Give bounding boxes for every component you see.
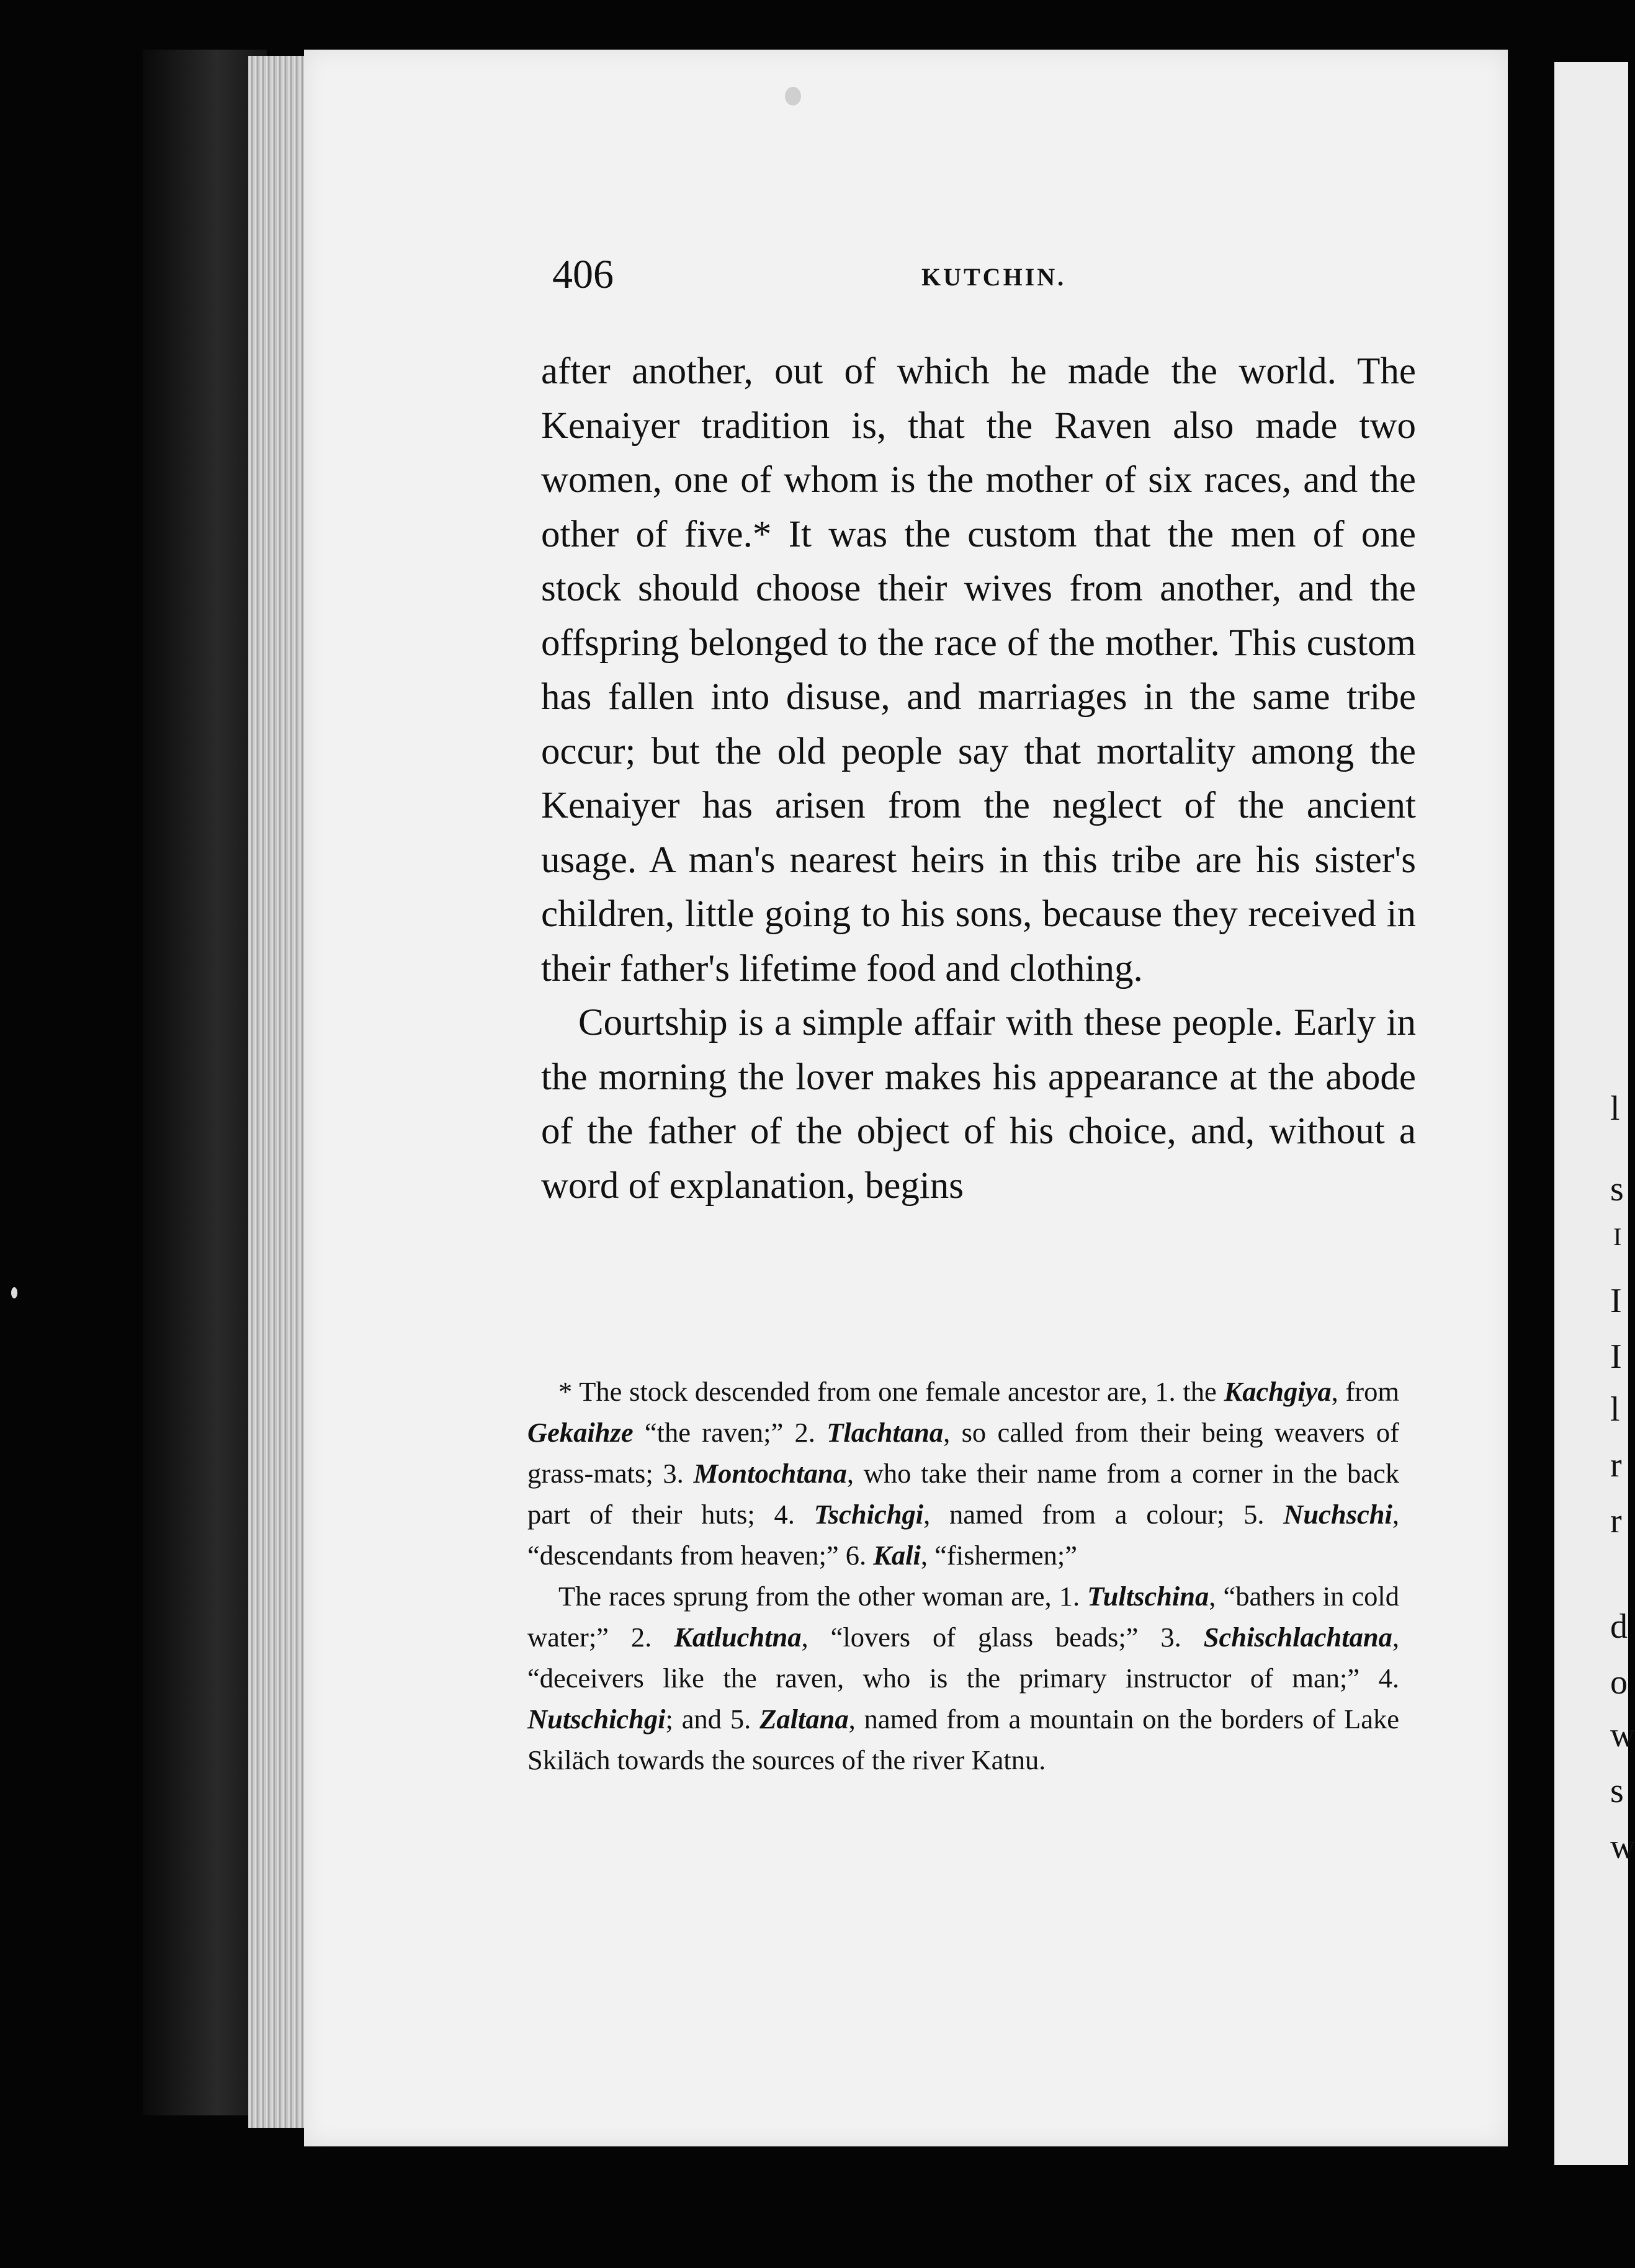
- tribe-name: Schischlachtana: [1203, 1622, 1392, 1653]
- page-header: [552, 251, 1421, 301]
- footnote-text: , who take their name from a corner in the back part of their huts; 4.: [527, 1458, 1399, 1530]
- tribe-name: Montochtana: [693, 1458, 847, 1489]
- footnote-text: “the raven;” 2.: [633, 1417, 827, 1448]
- next-page-letter: I: [1613, 1223, 1622, 1251]
- tribe-name: Nuchschi: [1283, 1499, 1392, 1530]
- footnote-text: , “descendants from heaven;” 6.: [527, 1499, 1399, 1571]
- next-page-letter: l: [1610, 1089, 1620, 1128]
- page-number: 406: [552, 252, 614, 297]
- tribe-name: Tultschina: [1087, 1581, 1209, 1612]
- next-page-letter: l: [1610, 1390, 1620, 1429]
- tribe-name: Gekaihze: [527, 1417, 634, 1448]
- footnote-text: ; and 5.: [665, 1703, 760, 1734]
- next-page-letter: w: [1610, 1828, 1635, 1866]
- footnote-text: , “bathers in cold water;” 2.: [527, 1581, 1399, 1653]
- footnote-text: , so called from their being weavers of grass-mats; 3.: [527, 1417, 1399, 1489]
- next-page-letter: w: [1610, 1716, 1635, 1754]
- next-page-letter: I: [1610, 1337, 1622, 1376]
- running-head: KUTCHIN.: [921, 263, 1067, 291]
- tribe-name: Zaltana: [759, 1703, 849, 1734]
- next-page-letter: r: [1610, 1502, 1622, 1540]
- tribe-name: Kachgiya: [1224, 1376, 1332, 1407]
- paragraph: Courtship is a simple affair with these people. Early in the morning the lover makes his appearance at the abode of the father of the object of his choice, and, without a word of explanation, begins: [541, 1002, 1416, 1207]
- next-page-letter: I: [1610, 1282, 1622, 1320]
- tribe-name: Katluchtna: [674, 1622, 802, 1653]
- footnote-text: , named from a mountain on the borders of Lake Skiläch towards the sources of the river Katnu.: [527, 1703, 1399, 1775]
- footnote-text: , “fishermen;”: [920, 1540, 1077, 1571]
- tribe-name: Tlachtana: [826, 1417, 944, 1448]
- main-text: [541, 344, 1416, 1213]
- footnote-text: , named from a colour; 5.: [923, 1499, 1284, 1530]
- next-page-letter: s: [1610, 1170, 1624, 1208]
- paragraph: after another, out of which he made the world. The Kenaiyer tradition is, that the Raven also made two women, one of whom is the mother of six races, and the other of five.* It was the custom that the men of one stock should choose their wives from another, and the offspring belonged to the race of the mother. This custom has fallen into disuse, and marriages in the same tribe occur; but the old people say that mortality among the Kenaiyer has arisen from the neglect of the ancient usage. A man's nearest heirs in this tribe are his sister's children, little going to his sons, because they received in their father's lifetime food and clothing.: [541, 350, 1416, 989]
- next-page-letter: r: [1610, 1446, 1622, 1484]
- footnote-text: , from: [1331, 1376, 1399, 1407]
- footnote-paragraph: [527, 1371, 1399, 1576]
- footnote-text: * The stock descended from one female ancestor are, 1. the: [558, 1376, 1224, 1407]
- page-edges: [248, 56, 304, 2128]
- tribe-name: Kali: [873, 1540, 921, 1571]
- next-page-letter: s: [1610, 1772, 1624, 1810]
- paper-blemish: [785, 87, 801, 105]
- tribe-name: Tschichgi: [813, 1499, 924, 1530]
- footnote-text: , “lovers of glass beads;” 3.: [801, 1622, 1204, 1653]
- paper-blemish: [11, 1287, 17, 1298]
- next-page-letter: d: [1610, 1607, 1628, 1646]
- tribe-name: Nutschichgi: [527, 1703, 666, 1734]
- footnote: [527, 1371, 1399, 1780]
- footnote-text: , “deceivers like the raven, who is the primary instructor of man;” 4.: [527, 1622, 1399, 1694]
- next-page-letter: o: [1610, 1663, 1628, 1702]
- footnote-text: The races sprung from the other woman are, 1.: [558, 1581, 1088, 1612]
- footnote-paragraph: [527, 1576, 1399, 1780]
